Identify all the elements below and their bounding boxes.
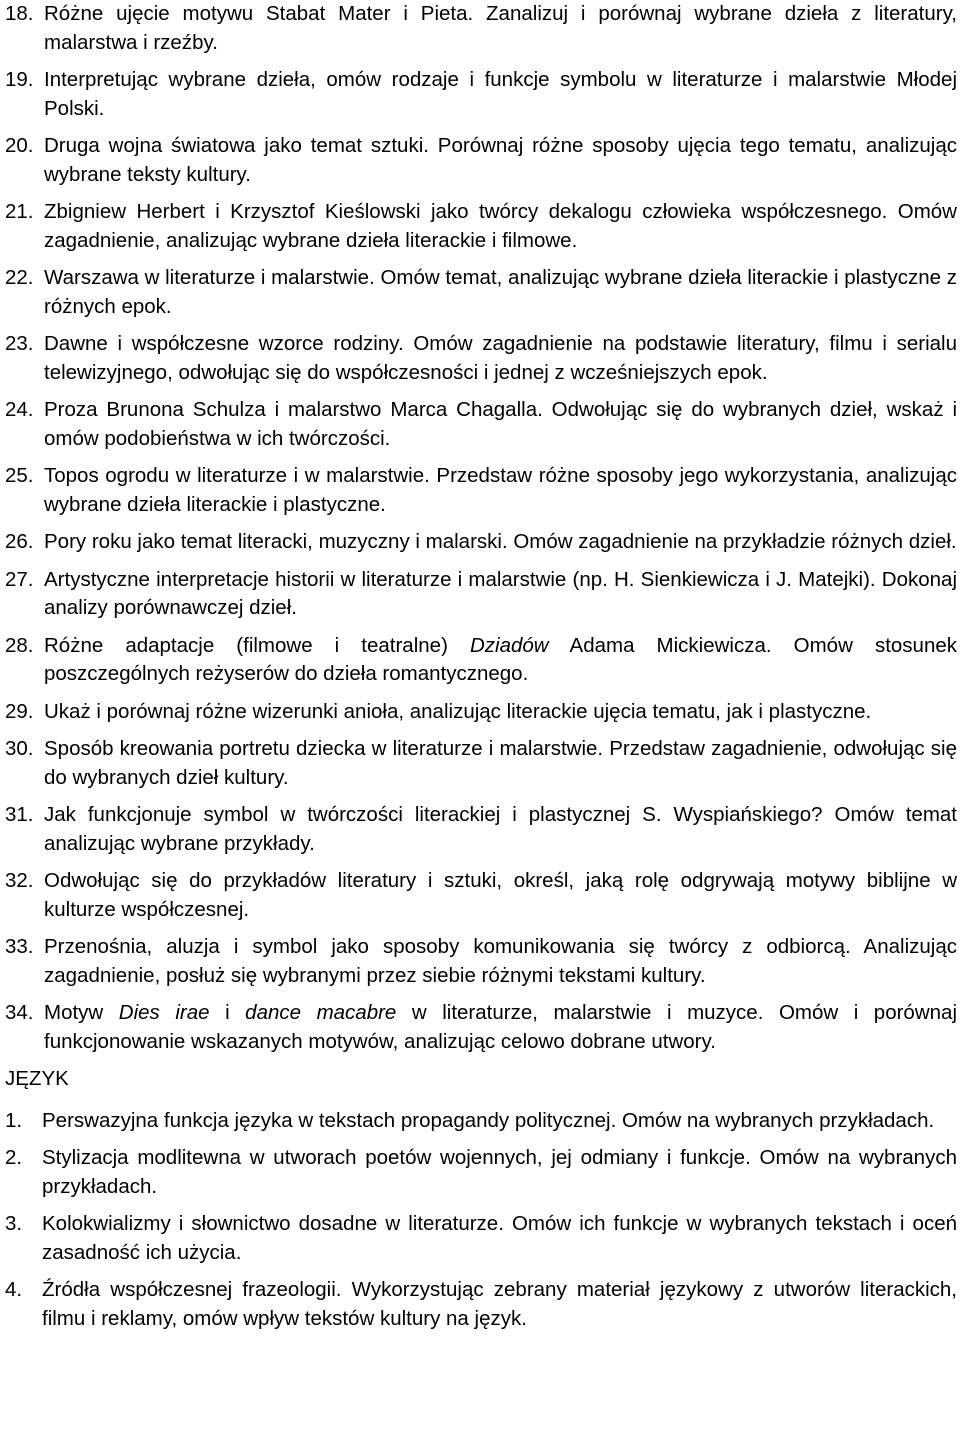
text-run: Przenośnia, aluzja i symbol jako sposoby komunikowania się twórcy z odbiorcą. Analizując zagadnienie, posłuż się wybranymi przez siebie różnymi tekstami kultury. [44,935,957,987]
item-number: 19. [5,68,34,91]
topic-item [5,330,957,387]
item-text [44,632,957,689]
topic-item [5,632,957,689]
item-number: 4. [5,1278,23,1301]
topic-item [5,999,957,1056]
item-text [42,1276,957,1333]
item-number: 24. [5,398,34,421]
italic-title: dance macabre [245,1001,397,1024]
item-number: 27. [5,567,34,591]
item-text [44,396,957,453]
text-run: Różne adaptacje (filmowe i teatralne) [44,633,470,657]
text-run: Różne ujęcie motywu Stabat Mater i Pieta. Zanalizuj i porównaj wybrane dzieła z literatury, malarstwa i rzeźby. [44,2,957,54]
text-run: Stylizacja modlitewna w utworach poetów wojennych, jej odmiany i funkcje. Omów na wybranych przykładach. [42,1146,957,1198]
topic-item [5,396,957,453]
item-number: 31. [5,803,34,826]
document-page [5,0,957,1342]
item-text [44,330,957,387]
topic-item [5,698,957,727]
topic-item [5,735,957,792]
item-text [44,66,957,123]
item-text [42,1144,957,1201]
item-text [44,735,957,792]
item-text [44,132,957,189]
text-run: Topos ogrodu w literaturze i w malarstwie. Przedstaw różne sposoby jego wykorzystania, analizując wybrane dzieła literackie i plastyczne. [44,464,957,516]
text-run: Sposób kreowania portretu dziecka w literaturze i malarstwie. Przedstaw zagadnienie, odwołując się do wybranych dzieł kultury. [44,737,957,789]
text-run: i [209,1001,246,1024]
item-text [44,867,957,924]
item-number: 29. [5,699,34,723]
text-run: Artystyczne interpretacje historii w literaturze i malarstwie (np. H. Sienkiewicza i J. Matejki). Dokonaj analizy porównawczej dzieł. [44,567,957,619]
item-number: 3. [5,1212,23,1235]
text-run: Adama Mickiewicza. Omów stosunek poszczególnych reżyserów do dzieła romantycznego. [44,633,957,685]
text-run: w literaturze, malarstwie i muzyce. Omów i porównaj funkcjonowanie wskazanych motywów, analizując celowo dobrane utwory. [44,1001,957,1053]
item-text [42,1210,957,1267]
text-run: Dawne i współczesne wzorce rodziny. Omów zagadnienie na podstawie literatury, filmu i serialu telewizyjnego, odwołując się do współczesności i jednej z wcześniejszych epok. [44,332,957,384]
item-number: 1. [5,1108,23,1132]
text-run: Motyw [44,1001,119,1024]
item-text [44,933,957,990]
item-number: 25. [5,464,34,487]
item-text [44,528,957,557]
language-topic-item [5,1107,957,1136]
item-text [44,462,957,519]
item-text [44,698,957,727]
item-text [42,1107,957,1136]
topic-item [5,801,957,858]
topic-item [5,867,957,924]
topic-item [5,198,957,255]
language-topic-item [5,1276,957,1333]
item-text [44,801,957,858]
item-number: 18. [5,2,34,25]
topic-list-language [5,1107,957,1334]
text-run: Perswazyjna funkcja języka w tekstach propagandy politycznej. Omów na wybranych przykładach. [42,1108,935,1132]
language-topic-item [5,1210,957,1267]
topic-item [5,0,957,57]
item-text [44,264,957,321]
item-number: 33. [5,935,34,958]
section-heading-language: JĘZYK [5,1067,69,1090]
item-text [44,999,957,1056]
topic-item [5,566,957,623]
topic-item [5,462,957,519]
text-run: Druga wojna światowa jako temat sztuki. Porównaj różne sposoby ujęcia tego tematu, analizując wybrane teksty kultury. [44,134,957,186]
item-text [44,198,957,255]
topic-item [5,933,957,990]
item-number: 21. [5,200,34,223]
text-run: Odwołując się do przykładów literatury i sztuki, określ, jaką rolę odgrywają motywy biblijne w kulturze współczesnej. [44,869,957,921]
item-number: 26. [5,530,34,553]
text-run: Kolokwializmy i słownictwo dosadne w literaturze. Omów ich funkcje w wybranych tekstach i oceń zasadność ich użycia. [42,1212,957,1264]
text-run: Zbigniew Herbert i Krzysztof Kieślowski jako twórcy dekalogu człowieka współczesnego. Omów zagadnienie, analizując wybrane dzieła literackie i filmowe. [44,200,957,252]
text-run: Interpretując wybrane dzieła, omów rodzaje i funkcje symbolu w literaturze i malarstwie Młodej Polski. [44,68,957,120]
text-run: Źródła współczesnej frazeologii. Wykorzystując zebrany materiał językowy z utworów literackich, filmu i reklamy, omów wpływ tekstów kultury na język. [42,1278,957,1330]
italic-title: Dziadów [469,633,549,657]
text-run: Ukaż i porównaj różne wizerunki anioła, analizując literackie ujęcia tematu, jak i plastyczne. [44,699,872,723]
item-number: 30. [5,737,34,760]
item-number: 22. [5,266,34,289]
text-run: Jak funkcjonuje symbol w twórczości literackiej i plastycznej S. Wyspiańskiego? Omów temat analizując wybrane przykłady. [44,803,957,855]
item-number: 23. [5,332,34,355]
item-number: 34. [5,1001,34,1024]
topic-list-literature-art [5,0,957,1056]
item-number: 28. [5,633,34,657]
topic-item [5,66,957,123]
item-text [44,0,957,57]
italic-title: Dies irae [118,1001,210,1024]
topic-item [5,528,957,557]
topic-item [5,264,957,321]
item-number: 20. [5,134,34,157]
text-run: Proza Brunona Schulza i malarstwo Marca Chagalla. Odwołując się do wybranych dzieł, wskaż i omów podobieństwa w ich twórczości. [44,398,957,450]
language-topic-item [5,1144,957,1201]
text-run: Warszawa w literaturze i malarstwie. Omów temat, analizując wybrane dzieła literackie i plastyczne z różnych epok. [44,266,957,318]
item-number: 2. [5,1146,23,1169]
text-run: Pory roku jako temat literacki, muzyczny i malarski. Omów zagadnienie na przykładzie różnych dzieł. [44,530,957,553]
item-text [44,566,957,623]
item-number: 32. [5,869,34,892]
topic-item [5,132,957,189]
